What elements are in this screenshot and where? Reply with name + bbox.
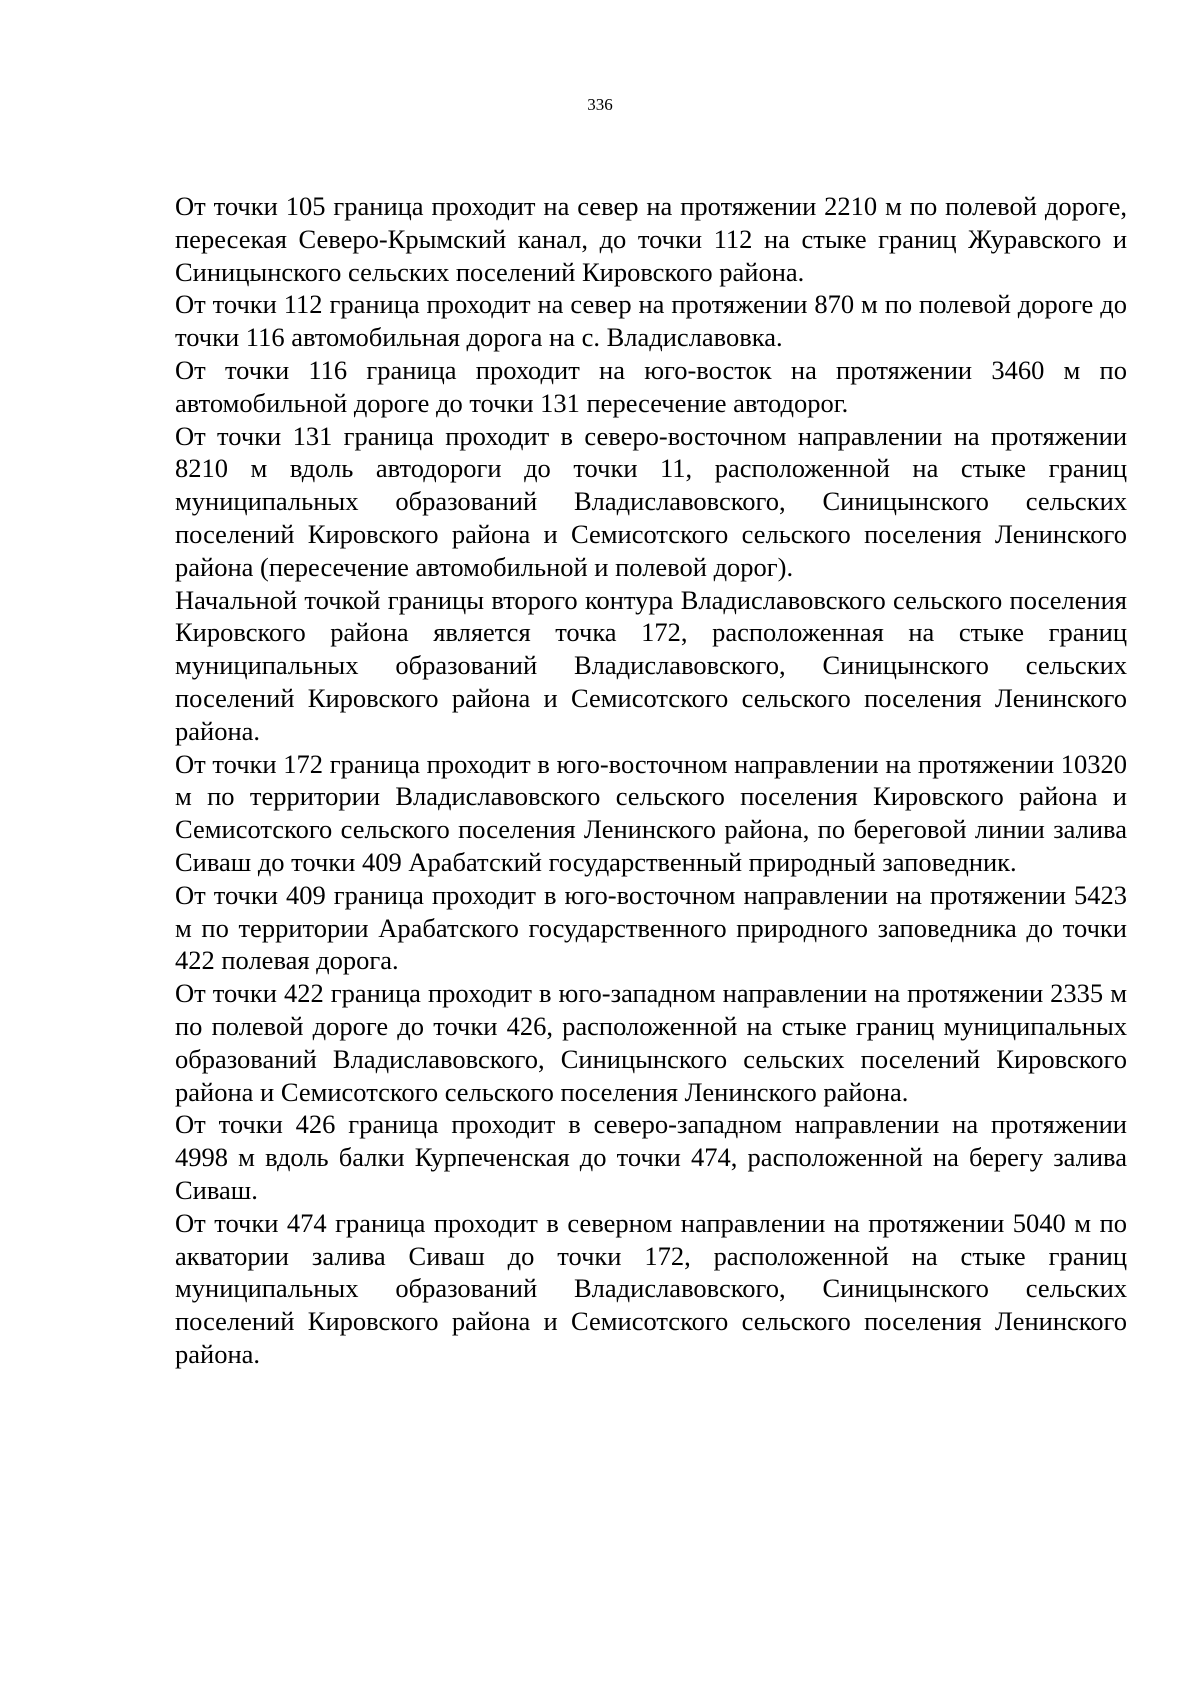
- paragraph-point-422: От точки 422 граница проходит в юго-западном направлении на протяжении 2335 м по полевой дороге до точки 426, расположенной на стыке границ муниципальных образований Владиславовского, Синицынского сельских поселений Кировского района и Семисотского сельского поселения Ленинского района.: [175, 978, 1127, 1107]
- paragraph-point-426: От точки 426 граница проходит в северо-западном направлении на протяжении 4998 м вдоль балки Курпеченская до точки 474, расположенной на берегу залива Сиваш.: [175, 1109, 1127, 1205]
- paragraph-point-172: От точки 172 граница проходит в юго-восточном направлении на протяжении 10320 м по территории Владиславовского сельского поселения Кировского района и Семисотского сельского поселения Ленинского района, по береговой линии залива Сиваш до точки 409 Арабатский государственный природный заповедник.: [175, 748, 1127, 877]
- paragraph-point-131: От точки 131 граница проходит в северо-восточном направлении на протяжении 8210 м вдоль автодороги до точки 11, расположенной на стыке границ муниципальных образований Владиславовского, Синицынского сельских поселений Кировского района и Семисотского сельского поселения Ленинского района (пересечение автомобильной и полевой дорог).: [175, 420, 1127, 582]
- paragraph-point-116: От точки 116 граница проходит на юго-восток на протяжении 3460 м по автомобильной дороге до точки 131 пересечение автодорог.: [175, 354, 1127, 418]
- paragraph-point-474: От точки 474 граница проходит в северном направлении на протяжении 5040 м по акватории залива Сиваш до точки 172, расположенной на стыке границ муниципальных образований Владиславовского, Синицынского сельских поселений Кировского района и Семисотского сельского поселения Ленинского района.: [175, 1207, 1127, 1369]
- paragraph-point-409: От точки 409 граница проходит в юго-восточном направлении на протяжении 5423 м по территории Арабатского государственного природного заповедника до точки 422 полевая дорога.: [175, 879, 1127, 976]
- page-number: 336: [587, 95, 613, 114]
- body-text: [175, 190, 1127, 1371]
- paragraph-second-contour: Начальной точкой границы второго контура Владиславовского сельского поселения Кировского района является точка 172, расположенная на стыке границ муниципальных образований Владиславовского, Синицынского сельских поселений Кировского района и Семисотского сельского поселения Ленинского района.: [175, 584, 1127, 746]
- paragraph-point-112: От точки 112 граница проходит на север на протяжении 870 м по полевой дороге до точки 116 автомобильная дорога на с. Владиславовка.: [175, 289, 1127, 353]
- paragraph-point-105: От точки 105 граница проходит на север на протяжении 2210 м по полевой дороге, пересекая Северо-Крымский канал, до точки 112 на стыке границ Журавского и Синицынского сельских поселений Кировского района.: [175, 191, 1127, 287]
